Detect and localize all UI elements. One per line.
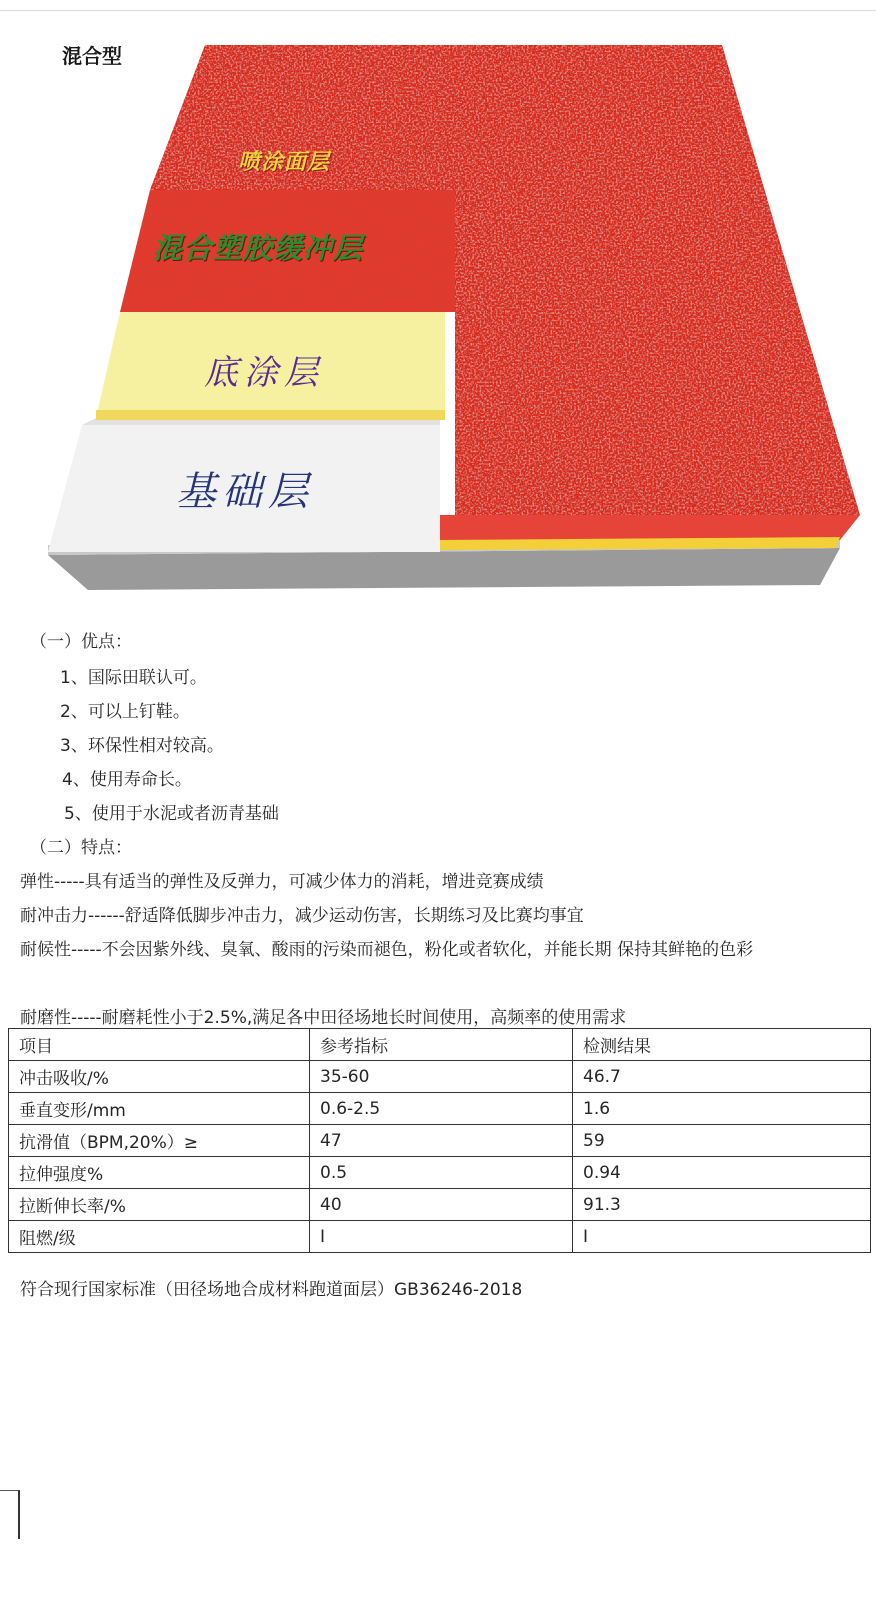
table-cell: 91.3 [573, 1189, 871, 1221]
table-row [9, 1061, 871, 1093]
feature-item: 弹性-----具有适当的弹性及反弹力，可减少体力的消耗，增进竞赛成绩 [20, 872, 544, 892]
table-header-cell: 检测结果 [573, 1029, 871, 1061]
table-cell: 拉断伸长率/% [9, 1189, 310, 1221]
table-cell: 1.6 [573, 1093, 871, 1125]
primer-layer-label: 底涂层 [204, 353, 324, 393]
advantage-item: 2、可以上钉鞋。 [60, 702, 190, 722]
spray-layer-label: 喷涂面层 [238, 150, 331, 175]
advantage-item: 3、环保性相对较高。 [60, 736, 224, 756]
advantage-item: 4、使用寿命长。 [62, 770, 192, 790]
base-layer-label: 基础层 [176, 469, 314, 515]
table-cell: 冲击吸收/% [9, 1061, 310, 1093]
table-row [9, 1093, 871, 1125]
features-heading: （二）特点： [30, 838, 132, 858]
table-cell: I [310, 1221, 573, 1253]
primer-layer-edge [96, 410, 445, 420]
table-cell: 抗滑值（BPM,20%）≥ [9, 1125, 310, 1157]
table-row [9, 1221, 871, 1253]
feature-item: 耐冲击力------舒适降低脚步冲击力，减少运动伤害，长期练习及比赛均事宜 [20, 906, 584, 926]
table-row [9, 1157, 871, 1189]
table-header-row [9, 1029, 871, 1061]
table-cell: 0.6-2.5 [310, 1093, 573, 1125]
advantages-heading: （一）优点： [30, 632, 132, 652]
table-row [9, 1189, 871, 1221]
table-cell: 40 [310, 1189, 573, 1221]
table-cell: 35-60 [310, 1061, 573, 1093]
advantage-item: 1、国际田联认可。 [60, 668, 207, 688]
table-cell: I [573, 1221, 871, 1253]
layer-illustration [0, 0, 876, 610]
table-cell: 拉伸强度% [9, 1157, 310, 1189]
feature-item: 耐磨性-----耐磨耗性小于2.5%,满足各中田径场地长时间使用，高频率的使用需求 [20, 1008, 627, 1028]
table-header-cell: 参考指标 [310, 1029, 573, 1061]
table-row [9, 1125, 871, 1157]
table-cell: 阻燃/级 [9, 1221, 310, 1253]
gray-slab [48, 548, 840, 590]
table-cell: 47 [310, 1125, 573, 1157]
table-cell: 0.94 [573, 1157, 871, 1189]
text-cursor-mark [0, 1490, 20, 1539]
table-header-cell: 项目 [9, 1029, 310, 1061]
mixed-layer-label: 混合塑胶缓冲层 [153, 231, 364, 265]
table-cell: 46.7 [573, 1061, 871, 1093]
table-cell: 59 [573, 1125, 871, 1157]
standard-note: 符合现行国家标准（田径场地合成材料跑道面层）GB36246-2018 [20, 1280, 523, 1300]
feature-item: 耐候性-----不会因紫外线、臭氧、酸雨的污染而褪色，粉化或者软化，并能长期 保持其鲜艳的色彩 [20, 940, 754, 960]
doc-title: 混合型 [62, 44, 122, 68]
spec-table [8, 1028, 871, 1253]
advantage-item: 5、使用于水泥或者沥青基础 [64, 804, 279, 824]
table-cell: 垂直变形/mm [9, 1093, 310, 1125]
table-cell: 0.5 [310, 1157, 573, 1189]
